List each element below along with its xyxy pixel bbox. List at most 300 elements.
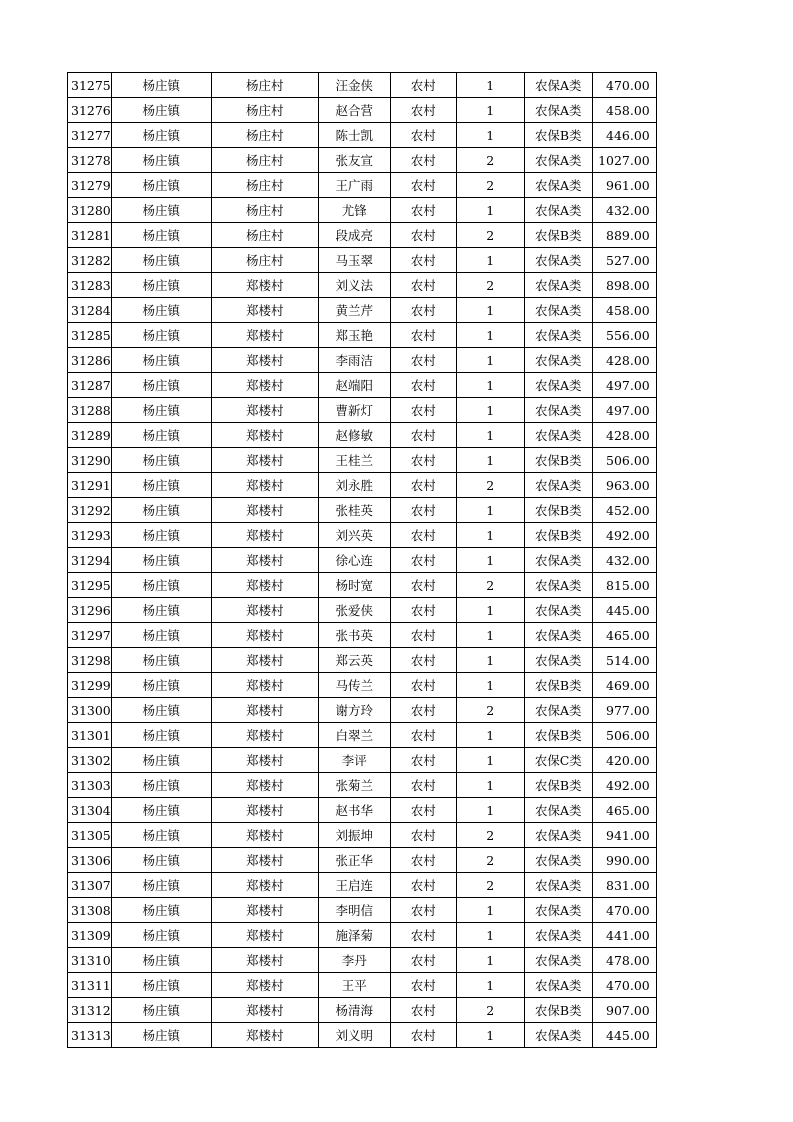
- table-row: [68, 448, 657, 473]
- member-count-cell: 1: [456, 298, 524, 323]
- amount-cell: 445.00: [592, 1023, 656, 1048]
- name-cell: 赵合营: [318, 98, 390, 123]
- record-id-cell: 31303: [68, 773, 112, 798]
- record-id-cell: 31300: [68, 698, 112, 723]
- household-type-cell: 农村: [390, 548, 456, 573]
- table-row: [68, 798, 657, 823]
- town-cell: 杨庄镇: [111, 273, 211, 298]
- member-count-cell: 1: [456, 798, 524, 823]
- record-id-cell: 31282: [68, 248, 112, 273]
- table-row: [68, 298, 657, 323]
- member-count-cell: 2: [456, 998, 524, 1023]
- town-cell: 杨庄镇: [111, 748, 211, 773]
- insurance-class-cell: 农保A类: [524, 898, 592, 923]
- town-cell: 杨庄镇: [111, 73, 211, 98]
- member-count-cell: 1: [456, 623, 524, 648]
- member-count-cell: 2: [456, 148, 524, 173]
- name-cell: 张桂英: [318, 498, 390, 523]
- insurance-class-cell: 农保A类: [524, 923, 592, 948]
- insurance-class-cell: 农保C类: [524, 748, 592, 773]
- name-cell: 刘兴英: [318, 523, 390, 548]
- table-row: [68, 673, 657, 698]
- household-type-cell: 农村: [390, 348, 456, 373]
- table-row: [68, 123, 657, 148]
- household-type-cell: 农村: [390, 1023, 456, 1048]
- insurance-class-cell: 农保A类: [524, 173, 592, 198]
- town-cell: 杨庄镇: [111, 248, 211, 273]
- household-type-cell: 农村: [390, 273, 456, 298]
- town-cell: 杨庄镇: [111, 498, 211, 523]
- member-count-cell: 2: [456, 823, 524, 848]
- household-type-cell: 农村: [390, 648, 456, 673]
- household-type-cell: 农村: [390, 298, 456, 323]
- insurance-class-cell: 农保A类: [524, 973, 592, 998]
- amount-cell: 990.00: [592, 848, 656, 873]
- member-count-cell: 2: [456, 573, 524, 598]
- town-cell: 杨庄镇: [111, 873, 211, 898]
- town-cell: 杨庄镇: [111, 123, 211, 148]
- member-count-cell: 1: [456, 1023, 524, 1048]
- insurance-class-cell: 农保A类: [524, 623, 592, 648]
- name-cell: 刘振坤: [318, 823, 390, 848]
- name-cell: 郑云英: [318, 648, 390, 673]
- village-cell: 郑楼村: [211, 573, 318, 598]
- record-id-cell: 31304: [68, 798, 112, 823]
- household-type-cell: 农村: [390, 373, 456, 398]
- name-cell: 王桂兰: [318, 448, 390, 473]
- town-cell: 杨庄镇: [111, 1023, 211, 1048]
- amount-cell: 428.00: [592, 348, 656, 373]
- member-count-cell: 1: [456, 748, 524, 773]
- member-count-cell: 1: [456, 523, 524, 548]
- household-type-cell: 农村: [390, 573, 456, 598]
- table-row: [68, 473, 657, 498]
- town-cell: 杨庄镇: [111, 573, 211, 598]
- household-type-cell: 农村: [390, 198, 456, 223]
- name-cell: 张友宣: [318, 148, 390, 173]
- table-row: [68, 923, 657, 948]
- household-type-cell: 农村: [390, 248, 456, 273]
- insurance-class-cell: 农保B类: [524, 773, 592, 798]
- table-row: [68, 548, 657, 573]
- table-row: [68, 248, 657, 273]
- table-row: [68, 398, 657, 423]
- amount-cell: 907.00: [592, 998, 656, 1023]
- member-count-cell: 1: [456, 648, 524, 673]
- table-row: [68, 948, 657, 973]
- household-type-cell: 农村: [390, 323, 456, 348]
- village-cell: 郑楼村: [211, 923, 318, 948]
- insurance-class-cell: 农保B类: [524, 448, 592, 473]
- amount-cell: 469.00: [592, 673, 656, 698]
- insurance-class-cell: 农保A类: [524, 798, 592, 823]
- name-cell: 马玉翠: [318, 248, 390, 273]
- village-cell: 郑楼村: [211, 398, 318, 423]
- member-count-cell: 1: [456, 398, 524, 423]
- record-id-cell: 31286: [68, 348, 112, 373]
- insurance-class-cell: 农保A类: [524, 248, 592, 273]
- name-cell: 郑玉艳: [318, 323, 390, 348]
- village-cell: 杨庄村: [211, 98, 318, 123]
- household-type-cell: 农村: [390, 173, 456, 198]
- member-count-cell: 1: [456, 198, 524, 223]
- amount-cell: 898.00: [592, 273, 656, 298]
- village-cell: 郑楼村: [211, 748, 318, 773]
- town-cell: 杨庄镇: [111, 923, 211, 948]
- member-count-cell: 1: [456, 448, 524, 473]
- household-type-cell: 农村: [390, 223, 456, 248]
- member-count-cell: 1: [456, 248, 524, 273]
- village-cell: 郑楼村: [211, 1023, 318, 1048]
- record-id-cell: 31308: [68, 898, 112, 923]
- record-id-cell: 31298: [68, 648, 112, 673]
- table-row: [68, 173, 657, 198]
- table-row: [68, 523, 657, 548]
- member-count-cell: 1: [456, 898, 524, 923]
- table-row: [68, 648, 657, 673]
- village-cell: 杨庄村: [211, 198, 318, 223]
- amount-cell: 492.00: [592, 523, 656, 548]
- household-type-cell: 农村: [390, 798, 456, 823]
- village-cell: 杨庄村: [211, 148, 318, 173]
- town-cell: 杨庄镇: [111, 323, 211, 348]
- insurance-class-cell: 农保A类: [524, 823, 592, 848]
- town-cell: 杨庄镇: [111, 448, 211, 473]
- household-type-cell: 农村: [390, 398, 456, 423]
- town-cell: 杨庄镇: [111, 223, 211, 248]
- village-cell: 郑楼村: [211, 348, 318, 373]
- village-cell: 郑楼村: [211, 523, 318, 548]
- name-cell: 赵端阳: [318, 373, 390, 398]
- household-type-cell: 农村: [390, 523, 456, 548]
- town-cell: 杨庄镇: [111, 173, 211, 198]
- village-cell: 郑楼村: [211, 648, 318, 673]
- table-row: [68, 273, 657, 298]
- town-cell: 杨庄镇: [111, 948, 211, 973]
- village-cell: 郑楼村: [211, 948, 318, 973]
- village-cell: 郑楼村: [211, 773, 318, 798]
- household-type-cell: 农村: [390, 973, 456, 998]
- name-cell: 李明信: [318, 898, 390, 923]
- village-cell: 杨庄村: [211, 248, 318, 273]
- village-cell: 郑楼村: [211, 323, 318, 348]
- name-cell: 王平: [318, 973, 390, 998]
- table-row: [68, 873, 657, 898]
- village-cell: 郑楼村: [211, 973, 318, 998]
- village-cell: 郑楼村: [211, 273, 318, 298]
- household-type-cell: 农村: [390, 498, 456, 523]
- town-cell: 杨庄镇: [111, 848, 211, 873]
- insurance-class-cell: 农保A类: [524, 948, 592, 973]
- insurance-class-cell: 农保A类: [524, 348, 592, 373]
- name-cell: 张书英: [318, 623, 390, 648]
- amount-cell: 432.00: [592, 548, 656, 573]
- table-row: [68, 898, 657, 923]
- name-cell: 刘义明: [318, 1023, 390, 1048]
- town-cell: 杨庄镇: [111, 673, 211, 698]
- record-id-cell: 31302: [68, 748, 112, 773]
- household-type-cell: 农村: [390, 698, 456, 723]
- household-type-cell: 农村: [390, 73, 456, 98]
- record-id-cell: 31287: [68, 373, 112, 398]
- household-type-cell: 农村: [390, 423, 456, 448]
- amount-cell: 428.00: [592, 423, 656, 448]
- member-count-cell: 1: [456, 598, 524, 623]
- table-row: [68, 1023, 657, 1048]
- village-cell: 郑楼村: [211, 798, 318, 823]
- member-count-cell: 2: [456, 273, 524, 298]
- insurance-class-cell: 农保A类: [524, 698, 592, 723]
- village-cell: 郑楼村: [211, 848, 318, 873]
- record-id-cell: 31275: [68, 73, 112, 98]
- amount-cell: 514.00: [592, 648, 656, 673]
- amount-cell: 458.00: [592, 98, 656, 123]
- town-cell: 杨庄镇: [111, 373, 211, 398]
- name-cell: 徐心连: [318, 548, 390, 573]
- amount-cell: 977.00: [592, 698, 656, 723]
- village-cell: 郑楼村: [211, 873, 318, 898]
- insurance-class-cell: 农保A类: [524, 873, 592, 898]
- record-id-cell: 31285: [68, 323, 112, 348]
- record-id-cell: 31295: [68, 573, 112, 598]
- record-id-cell: 31309: [68, 923, 112, 948]
- record-id-cell: 31299: [68, 673, 112, 698]
- town-cell: 杨庄镇: [111, 148, 211, 173]
- town-cell: 杨庄镇: [111, 773, 211, 798]
- table-row: [68, 848, 657, 873]
- village-cell: 郑楼村: [211, 498, 318, 523]
- name-cell: 陈士凯: [318, 123, 390, 148]
- record-id-cell: 31313: [68, 1023, 112, 1048]
- amount-cell: 441.00: [592, 923, 656, 948]
- table-row: [68, 573, 657, 598]
- household-type-cell: 农村: [390, 598, 456, 623]
- table-row: [68, 773, 657, 798]
- insurance-class-cell: 农保A类: [524, 648, 592, 673]
- name-cell: 黄兰芹: [318, 298, 390, 323]
- insurance-class-cell: 农保B类: [524, 123, 592, 148]
- amount-cell: 963.00: [592, 473, 656, 498]
- insurance-class-cell: 农保A类: [524, 548, 592, 573]
- insurance-class-cell: 农保A类: [524, 573, 592, 598]
- name-cell: 王启连: [318, 873, 390, 898]
- amount-cell: 470.00: [592, 73, 656, 98]
- table-row: [68, 723, 657, 748]
- table-row: [68, 698, 657, 723]
- record-id-cell: 31307: [68, 873, 112, 898]
- village-cell: 郑楼村: [211, 623, 318, 648]
- amount-cell: 889.00: [592, 223, 656, 248]
- record-id-cell: 31278: [68, 148, 112, 173]
- village-cell: 郑楼村: [211, 298, 318, 323]
- member-count-cell: 1: [456, 123, 524, 148]
- town-cell: 杨庄镇: [111, 698, 211, 723]
- table-row: [68, 623, 657, 648]
- insurance-class-cell: 农保A类: [524, 598, 592, 623]
- amount-cell: 527.00: [592, 248, 656, 273]
- insurance-class-cell: 农保A类: [524, 273, 592, 298]
- record-id-cell: 31293: [68, 523, 112, 548]
- record-id-cell: 31283: [68, 273, 112, 298]
- household-type-cell: 农村: [390, 748, 456, 773]
- name-cell: 李雨洁: [318, 348, 390, 373]
- town-cell: 杨庄镇: [111, 98, 211, 123]
- village-cell: 郑楼村: [211, 723, 318, 748]
- member-count-cell: 2: [456, 223, 524, 248]
- amount-cell: 941.00: [592, 823, 656, 848]
- household-type-cell: 农村: [390, 898, 456, 923]
- amount-cell: 556.00: [592, 323, 656, 348]
- insurance-class-cell: 农保A类: [524, 298, 592, 323]
- record-id-cell: 31310: [68, 948, 112, 973]
- table-row: [68, 348, 657, 373]
- amount-cell: 470.00: [592, 973, 656, 998]
- member-count-cell: 1: [456, 348, 524, 373]
- town-cell: 杨庄镇: [111, 523, 211, 548]
- village-cell: 郑楼村: [211, 898, 318, 923]
- name-cell: 张菊兰: [318, 773, 390, 798]
- insurance-class-cell: 农保B类: [524, 998, 592, 1023]
- insurance-class-cell: 农保A类: [524, 198, 592, 223]
- village-cell: 杨庄村: [211, 173, 318, 198]
- amount-cell: 1027.00: [592, 148, 656, 173]
- table-row: [68, 98, 657, 123]
- village-cell: 郑楼村: [211, 373, 318, 398]
- member-count-cell: 1: [456, 773, 524, 798]
- records-table-body: [68, 73, 657, 1048]
- household-type-cell: 农村: [390, 473, 456, 498]
- insurance-class-cell: 农保A类: [524, 848, 592, 873]
- name-cell: 汪金侠: [318, 73, 390, 98]
- record-id-cell: 31305: [68, 823, 112, 848]
- insurance-class-cell: 农保A类: [524, 398, 592, 423]
- insurance-class-cell: 农保B类: [524, 223, 592, 248]
- town-cell: 杨庄镇: [111, 598, 211, 623]
- record-id-cell: 31277: [68, 123, 112, 148]
- member-count-cell: 1: [456, 98, 524, 123]
- household-type-cell: 农村: [390, 448, 456, 473]
- record-id-cell: 31280: [68, 198, 112, 223]
- name-cell: 赵书华: [318, 798, 390, 823]
- record-id-cell: 31294: [68, 548, 112, 573]
- member-count-cell: 1: [456, 548, 524, 573]
- household-type-cell: 农村: [390, 948, 456, 973]
- village-cell: 郑楼村: [211, 548, 318, 573]
- amount-cell: 458.00: [592, 298, 656, 323]
- insurance-class-cell: 农保B类: [524, 523, 592, 548]
- household-type-cell: 农村: [390, 723, 456, 748]
- town-cell: 杨庄镇: [111, 198, 211, 223]
- name-cell: 谢方玲: [318, 698, 390, 723]
- record-id-cell: 31301: [68, 723, 112, 748]
- table-row: [68, 423, 657, 448]
- amount-cell: 961.00: [592, 173, 656, 198]
- household-type-cell: 农村: [390, 823, 456, 848]
- amount-cell: 420.00: [592, 748, 656, 773]
- name-cell: 段成亮: [318, 223, 390, 248]
- table-row: [68, 598, 657, 623]
- member-count-cell: 1: [456, 423, 524, 448]
- member-count-cell: 2: [456, 873, 524, 898]
- town-cell: 杨庄镇: [111, 823, 211, 848]
- record-id-cell: 31306: [68, 848, 112, 873]
- member-count-cell: 1: [456, 948, 524, 973]
- insurance-class-cell: 农保A类: [524, 98, 592, 123]
- town-cell: 杨庄镇: [111, 398, 211, 423]
- record-id-cell: 31281: [68, 223, 112, 248]
- table-row: [68, 223, 657, 248]
- name-cell: 施泽菊: [318, 923, 390, 948]
- name-cell: 赵修敏: [318, 423, 390, 448]
- town-cell: 杨庄镇: [111, 348, 211, 373]
- town-cell: 杨庄镇: [111, 998, 211, 1023]
- record-id-cell: 31296: [68, 598, 112, 623]
- amount-cell: 465.00: [592, 623, 656, 648]
- record-id-cell: 31312: [68, 998, 112, 1023]
- insurance-class-cell: 农保A类: [524, 423, 592, 448]
- name-cell: 尤锋: [318, 198, 390, 223]
- name-cell: 曹新灯: [318, 398, 390, 423]
- record-id-cell: 31291: [68, 473, 112, 498]
- town-cell: 杨庄镇: [111, 423, 211, 448]
- amount-cell: 452.00: [592, 498, 656, 523]
- member-count-cell: 1: [456, 723, 524, 748]
- village-cell: 郑楼村: [211, 448, 318, 473]
- insurance-class-cell: 农保B类: [524, 498, 592, 523]
- name-cell: 李评: [318, 748, 390, 773]
- record-id-cell: 31289: [68, 423, 112, 448]
- town-cell: 杨庄镇: [111, 648, 211, 673]
- table-row: [68, 198, 657, 223]
- household-type-cell: 农村: [390, 773, 456, 798]
- name-cell: 白翠兰: [318, 723, 390, 748]
- member-count-cell: 1: [456, 498, 524, 523]
- record-id-cell: 31288: [68, 398, 112, 423]
- village-cell: 郑楼村: [211, 823, 318, 848]
- amount-cell: 497.00: [592, 373, 656, 398]
- household-type-cell: 农村: [390, 873, 456, 898]
- table-row: [68, 998, 657, 1023]
- name-cell: 马传兰: [318, 673, 390, 698]
- records-table: [67, 72, 657, 1048]
- table-row: [68, 148, 657, 173]
- amount-cell: 497.00: [592, 398, 656, 423]
- member-count-cell: 1: [456, 323, 524, 348]
- member-count-cell: 1: [456, 923, 524, 948]
- table-row: [68, 373, 657, 398]
- insurance-class-cell: 农保B类: [524, 673, 592, 698]
- insurance-class-cell: 农保A类: [524, 1023, 592, 1048]
- insurance-class-cell: 农保A类: [524, 148, 592, 173]
- amount-cell: 446.00: [592, 123, 656, 148]
- household-type-cell: 农村: [390, 623, 456, 648]
- member-count-cell: 1: [456, 73, 524, 98]
- record-id-cell: 31292: [68, 498, 112, 523]
- town-cell: 杨庄镇: [111, 298, 211, 323]
- amount-cell: 445.00: [592, 598, 656, 623]
- village-cell: 郑楼村: [211, 423, 318, 448]
- amount-cell: 478.00: [592, 948, 656, 973]
- insurance-class-cell: 农保A类: [524, 373, 592, 398]
- name-cell: 张爱侠: [318, 598, 390, 623]
- record-id-cell: 31279: [68, 173, 112, 198]
- member-count-cell: 2: [456, 473, 524, 498]
- record-id-cell: 31290: [68, 448, 112, 473]
- household-type-cell: 农村: [390, 923, 456, 948]
- member-count-cell: 1: [456, 673, 524, 698]
- town-cell: 杨庄镇: [111, 473, 211, 498]
- member-count-cell: 1: [456, 973, 524, 998]
